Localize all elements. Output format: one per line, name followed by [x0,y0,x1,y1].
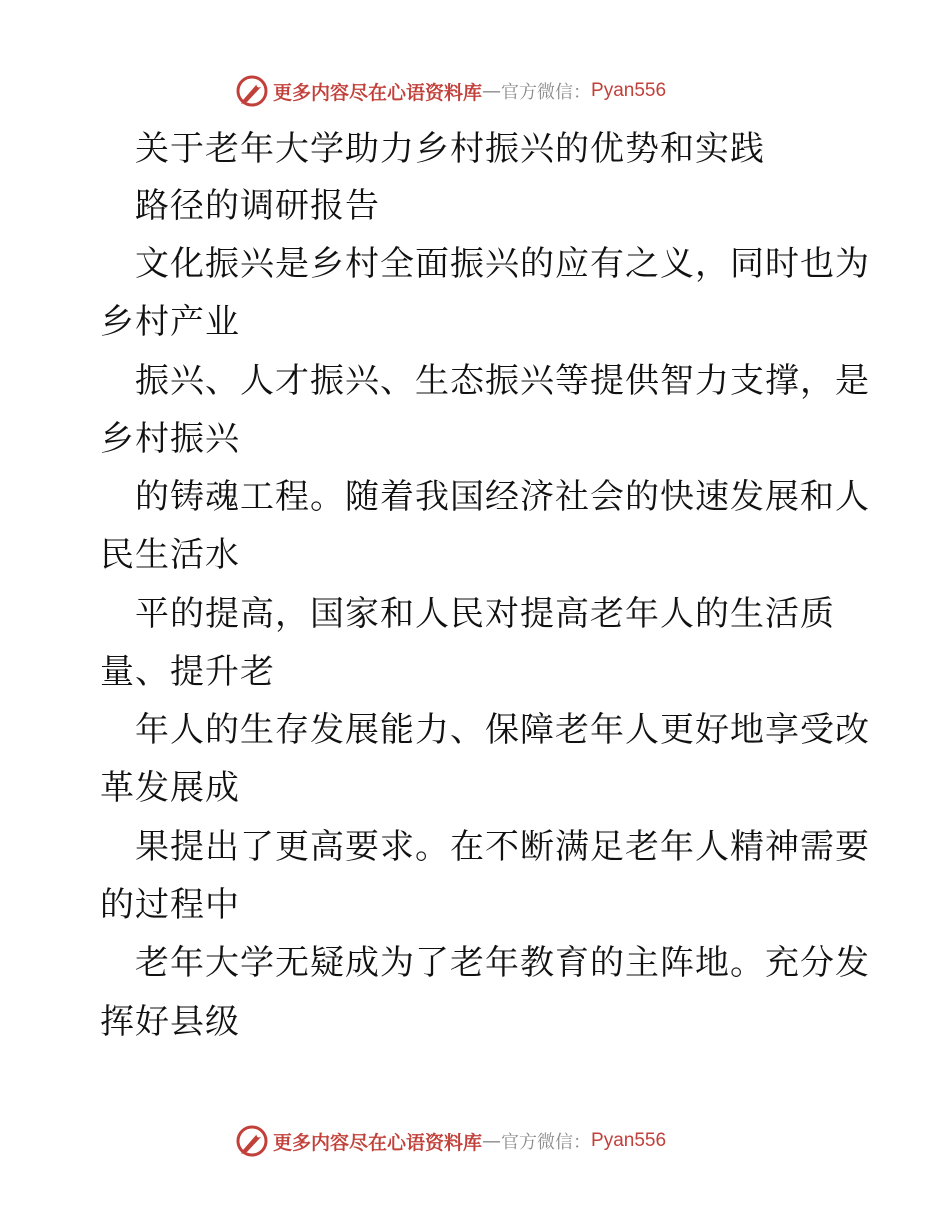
watermark-text: 更多内容尽在心语资料库 [273,81,483,104]
title-line-2: 路径的调研报告 [135,186,380,226]
watermark-text: 更多内容尽在心语资料库 [273,1131,483,1154]
text-line: 老年大学无疑成为了老年教育的主阵地。充分发 [135,943,870,983]
text-line: 果提出了更高要求。在不断满足老年人精神需要 [135,827,870,867]
text-line: 民生活水 [100,535,240,575]
title-line-1: 关于老年大学助力乡村振兴的优势和实践 [135,129,765,169]
pen-logo-icon [235,74,269,108]
watermark-separator: — [482,1130,502,1152]
text-line: 年人的生存发展能力、保障老年人更好地享受改 [135,710,870,750]
pen-logo-icon [235,1124,269,1158]
header-watermark [235,73,666,109]
text-line: 量、提升老 [100,652,275,692]
text-line: 振兴、人才振兴、生态振兴等提供智力支撑，是 [135,361,870,401]
text-line: 文化振兴是乡村全面振兴的应有之义，同时也为 [135,244,870,284]
text-line: 革发展成 [100,768,240,808]
text-line: 挥好县级 [100,1002,240,1042]
watermark-wechat-id: Pyan556 [591,1130,667,1151]
watermark-wechat-label: 官方微信： [501,1132,592,1153]
watermark-wechat-label: 官方微信： [501,82,592,103]
watermark-wechat-id: Pyan556 [591,80,667,101]
watermark-separator: — [482,80,502,102]
footer-watermark [235,1123,666,1159]
text-line: 的铸魂工程。随着我国经济社会的快速发展和人 [135,477,870,517]
text-line: 乡村产业 [100,302,240,342]
text-line: 平的提高，国家和人民对提高老年人的生活质 [135,594,835,634]
text-line: 乡村振兴 [100,419,240,459]
text-line: 的过程中 [100,885,240,925]
